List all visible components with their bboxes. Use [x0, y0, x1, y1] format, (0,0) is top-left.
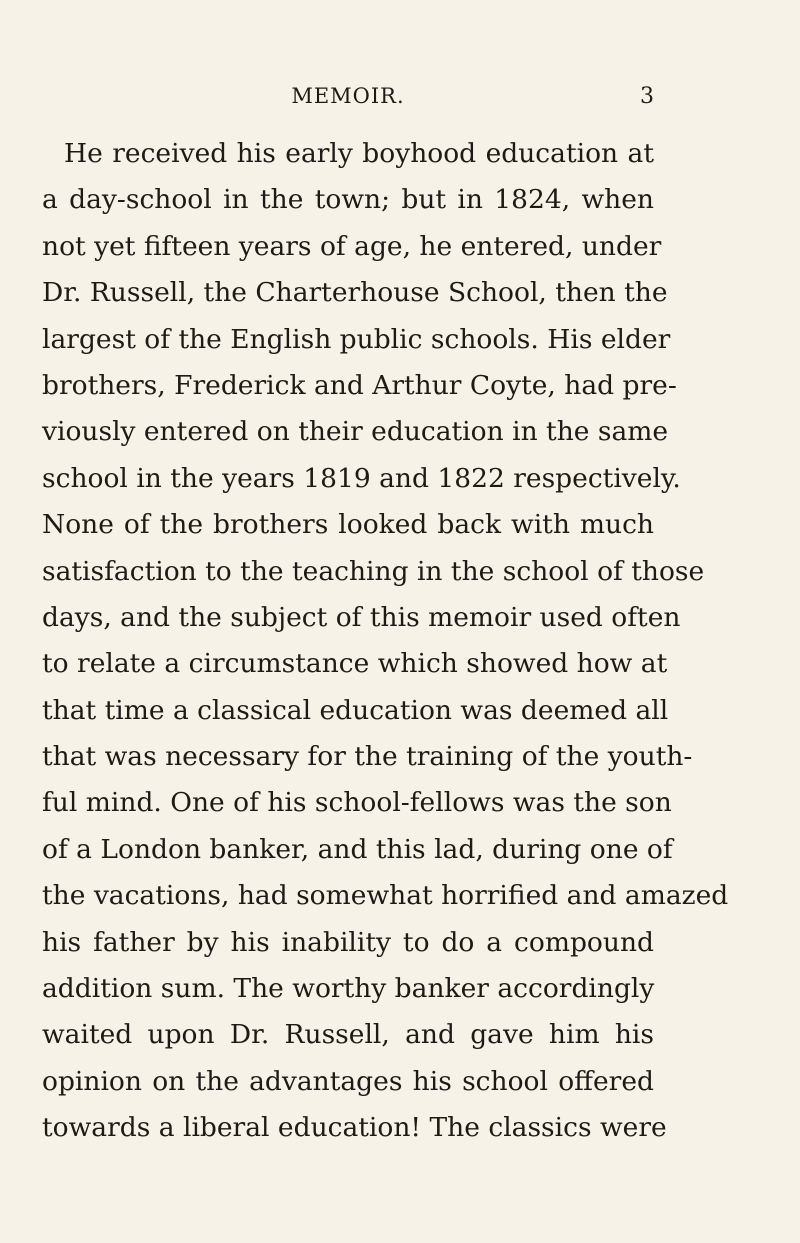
text-line: not yet fifteen years of age, he entered, under: [42, 230, 662, 262]
text-line: towards a liberal education! The classics were: [42, 1112, 667, 1144]
text-line: a day-school in the town; but in 1824, when: [42, 184, 654, 216]
text-line: the vacations, had somewhat horrified and amazed: [42, 880, 729, 912]
text-line: None of the brothers looked back with much: [42, 509, 654, 541]
text-line: Dr. Russell, the Charterhouse School, then the: [42, 277, 668, 309]
text-line: school in the years 1819 and 1822 respectively.: [42, 462, 681, 494]
text-line: his father by his inability to do a compound: [42, 926, 654, 958]
text-line: that was necessary for the training of the youth-: [42, 741, 693, 773]
text-line: brothers, Frederick and Arthur Coyte, had pre-: [42, 369, 677, 401]
text-line: opinion on the advantages his school offered: [42, 1065, 654, 1097]
running-head: [42, 84, 654, 114]
text-line: of a London banker, and this lad, during one of: [42, 833, 673, 865]
body-text: [42, 131, 729, 1152]
text-line: to relate a circumstance which showed how at: [42, 648, 668, 680]
text-line: days, and the subject of this memoir used often: [42, 601, 681, 633]
text-line: He received his early boyhood education at: [64, 138, 654, 169]
text-line: that time a classical education was deemed all: [42, 694, 669, 726]
text-line: waited upon Dr. Russell, and gave him his: [42, 1019, 654, 1051]
text-line: ful mind. One of his school-fellows was the son: [42, 787, 672, 819]
running-title: MEMOIR.: [291, 84, 405, 108]
text-line: largest of the English public schools. His elder: [42, 323, 671, 355]
text-line: addition sum. The worthy banker accordingly: [42, 973, 655, 1005]
text-line: viously entered on their education in the same: [42, 416, 669, 448]
text-line: satisfaction to the teaching in the school of those: [42, 555, 705, 587]
page-number: 3: [640, 84, 654, 109]
